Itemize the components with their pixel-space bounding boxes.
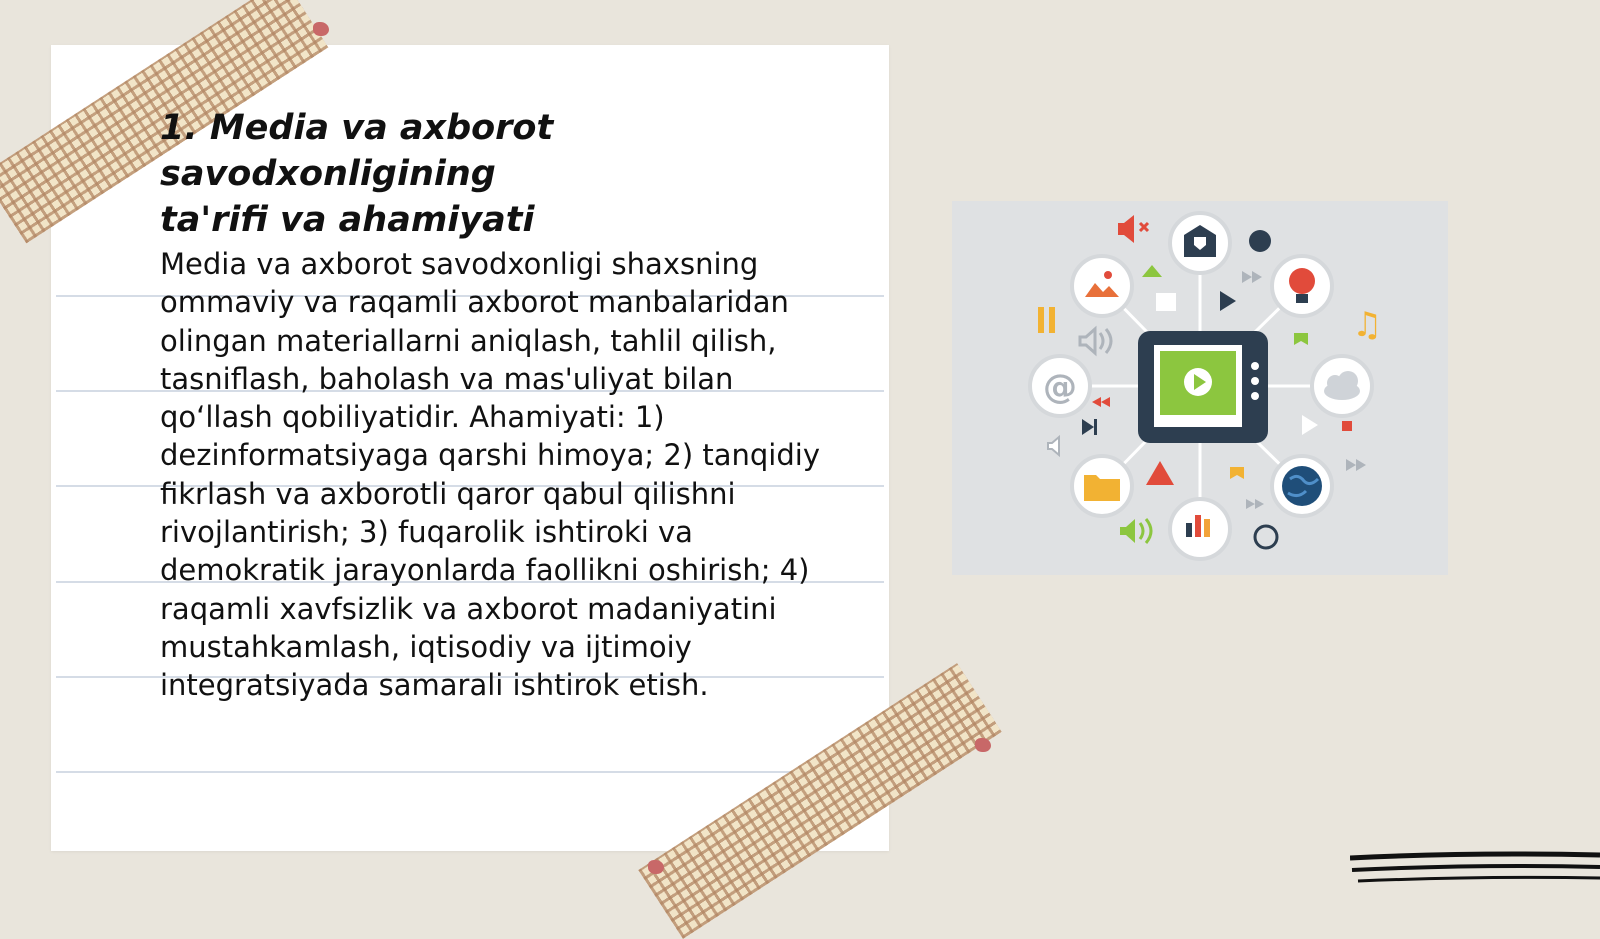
body-line: ommaviy va raqamli axborot manbalaridan <box>160 285 789 320</box>
speaker-icon <box>1080 329 1111 353</box>
body-line: dezinformatsiyaga qarshi himoya; 2) tanqidiy <box>160 438 820 473</box>
globe-icon <box>1272 456 1332 516</box>
slide-title <box>160 105 860 243</box>
svg-text:♫: ♫ <box>1352 305 1383 345</box>
paper-rule-line <box>56 771 884 773</box>
music-note-icon <box>1352 305 1382 345</box>
body-line: Media va axborot savodxonligi shaxsning <box>160 247 759 281</box>
folder-icon <box>1072 456 1132 516</box>
body-line: qo‘llash qobiliyatidir. Ahamiyati: 1) <box>160 400 665 435</box>
body-line: raqamli xavfsizlik va axborot madaniyatini <box>160 591 777 626</box>
body-line: mustahkamlash, iqtisodiy va ijtimoiy <box>160 629 692 664</box>
mute-icon <box>1118 215 1148 243</box>
email-at-icon <box>1030 356 1090 416</box>
body-line: integratsiyada samarali ishtirok etish. <box>160 668 709 703</box>
pause-icon <box>1038 307 1055 333</box>
body-line: demokratik jarayonlarda faollikni oshirish; 4) <box>160 553 810 588</box>
slide-body-text <box>160 245 850 705</box>
brush-stroke-decoration <box>1350 850 1600 890</box>
body-line: rivojlantirish; 3) fuqarolik ishtiroki va <box>160 515 693 550</box>
picture-icon <box>1072 256 1132 316</box>
tape-tear-mark <box>648 860 664 874</box>
tape-tear-mark <box>975 738 991 752</box>
body-line: olingan materiallarni aniqlash, tahlil qilish, <box>160 323 777 358</box>
title-line: ta'rifi va ahamiyati <box>160 200 535 240</box>
tape-tear-mark <box>313 22 329 36</box>
mail-icon <box>1170 213 1230 273</box>
svg-text:@: @ <box>1043 367 1077 407</box>
monitor-play-icon <box>1138 331 1268 443</box>
body-line: tasniflash, baholash va mas'uliyat bilan <box>160 361 734 396</box>
media-icons-illustration <box>952 201 1448 575</box>
dot-icon <box>1249 230 1271 252</box>
body-line: fikrlash va axborotli qaror qabul qilishni <box>160 476 736 511</box>
chart-icon <box>1170 499 1230 559</box>
cloud-icon <box>1312 356 1372 416</box>
title-line: 1. Media va axborot savodxonligining <box>160 108 554 194</box>
idea-icon <box>1272 256 1332 316</box>
